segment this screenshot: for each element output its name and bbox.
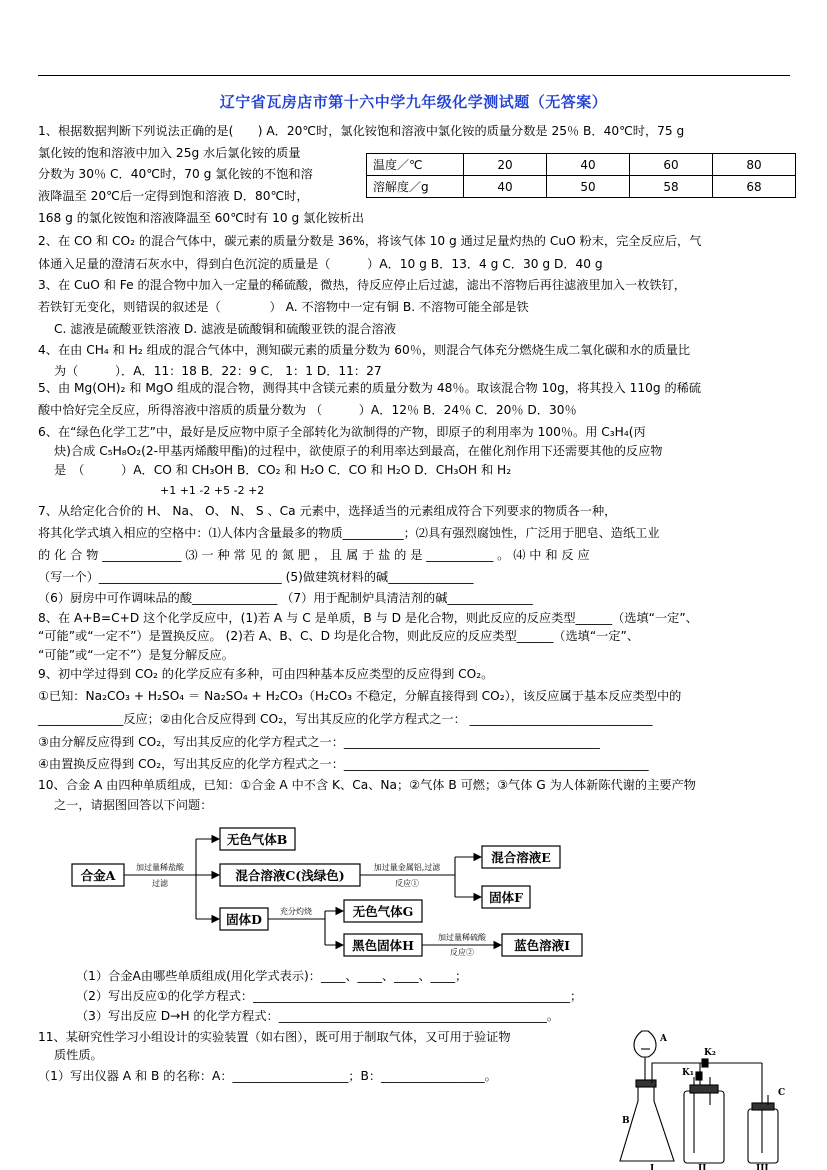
arrow3-top-label: 充分灼烧 bbox=[280, 907, 312, 916]
q2-line1: 2、在 CO 和 CO₂ 的混合气体中，碳元素的质量分数是 36%，将该气体 10 g 通过足量灼热的 CuO 粉末，完全反应后，气 bbox=[38, 234, 702, 248]
q7-line3: 的 化 合 物 _____________ ⑶ 一 种 常 见 的 氮 肥 ， 且 属 于 盐 的 是 ___________ 。 ⑷ 中 和 反 应 bbox=[38, 548, 590, 562]
q10-line1: 10、合金 A 由四种单质组成，已知：①合金 A 中不含 K、Ca、Na；②气体 B 可燃；③气体 G 为人体新陈代谢的主要产物 bbox=[38, 778, 696, 792]
q7-line1: 7、从给定化合价的 H、 Na、 O、 N、 S 、Ca 元素中，选择适当的元素组成符合下列要求的物质各一种， bbox=[38, 504, 617, 518]
box-gas-g-label: 无色气体G bbox=[352, 904, 414, 919]
q10-line2: 之一，请据图回答以下问题： bbox=[54, 798, 213, 812]
apparatus-diagram bbox=[612, 1025, 792, 1170]
box-mix-e-label: 混合溶液E bbox=[491, 850, 551, 865]
q3-line3: C. 滤液是硫酸亚铁溶液 D. 滤液是硫酸铜和硫酸亚铁的混合溶液 bbox=[54, 322, 396, 336]
q10-sub1: （1）合金A由哪些单质组成(用化学式表示)：____、____、____、____； bbox=[76, 969, 468, 983]
clamp-k2 bbox=[702, 1059, 708, 1067]
table-cell: 温度／℃ bbox=[367, 154, 464, 176]
solubility-table bbox=[366, 153, 796, 198]
arrow1-top-label: 加过量稀盐酸 bbox=[136, 863, 184, 872]
arrow1-bot-label: 过滤 bbox=[152, 879, 168, 888]
bottle-iii-stopper bbox=[752, 1103, 774, 1110]
label-iii: III bbox=[756, 1164, 769, 1170]
q11-line2: 质性质。 bbox=[54, 1048, 103, 1062]
label-b: B bbox=[622, 1116, 630, 1126]
q1-line3: 分数为 30％ C．40℃时，70 g 氯化铵的不饱和溶 bbox=[38, 167, 313, 181]
q9-line4: ③由分解反应得到 CO₂，写出其反应的化学方程式之一：__________________________________________ bbox=[38, 735, 600, 749]
table-cell: 58 bbox=[630, 176, 713, 198]
q8-line3: “可能”或“一定不”）是复分解反应。 bbox=[38, 648, 234, 662]
q1-line4: 液降温至 20℃后一定得到饱和溶液 D．80℃时， bbox=[38, 189, 309, 203]
q10-sub3: （3）写出反应 D→H 的化学方程式：____________________________________________。 bbox=[76, 1009, 560, 1023]
bottle-iii-shape bbox=[748, 1109, 778, 1163]
q5-line2: 酸中恰好完全反应，所得溶液中溶质的质量分数为 （ ）A．12％ B．24％ C．20％ D．30％ bbox=[38, 403, 577, 417]
q3-line1: 3、在 CuO 和 Fe 的混合物中加入一定量的稀硫酸，微热，待反应停止后过滤，滤出不溶物后再往滤液里加入一枚铁钉， bbox=[38, 278, 686, 292]
box-alloy-a-label: 合金A bbox=[80, 868, 116, 883]
q4-line2: 为（ ）．A．11：18 B．22：9 C． 1：1 D．11：27 bbox=[54, 364, 382, 378]
table-cell: 50 bbox=[547, 176, 630, 198]
q5-line1: 5、由 Mg(OH)₂ 和 MgO 组成的混合物，测得其中含镁元素的质量分数为 48％。取该混合物 10g，将其投入 110g 的稀硫 bbox=[38, 381, 702, 395]
box-mix-c-label: 混合溶液C(浅绿色) bbox=[235, 868, 345, 883]
flow-diagram bbox=[70, 822, 590, 962]
funnel-a-shape bbox=[634, 1031, 656, 1057]
box-solid-f-label: 固体F bbox=[489, 890, 523, 905]
box-black-h-label: 黑色固体H bbox=[352, 938, 414, 953]
flask-b-stopper bbox=[636, 1080, 656, 1087]
arrow4-bot-label: 反应② bbox=[450, 948, 474, 957]
box-blue-i-label: 蓝色溶液I bbox=[514, 938, 570, 953]
table-cell: 68 bbox=[713, 176, 796, 198]
table-row bbox=[367, 176, 796, 198]
page-title: 辽宁省瓦房店市第十六中学九年级化学测试题（无答案） bbox=[219, 93, 608, 111]
q8-line1: 8、在 A+B=C+D 这个化学反应中，(1)若 A 与 C 是单质，B 与 D 是化合物，则此反应的反应类型______（选填“一定”、 bbox=[38, 611, 698, 625]
q10-sub2: （2）写出反应①的化学方程式：____________________________________________________； bbox=[76, 989, 583, 1003]
table-cell: 40 bbox=[547, 154, 630, 176]
q7-line5: （6）厨房中可作调味品的酸______________ （7）用于配制炉具清洁剂的碱______________ bbox=[38, 591, 533, 605]
table-cell: 80 bbox=[713, 154, 796, 176]
q9-line1: 9、初中学过得到 CO₂ 的化学反应有多种，可由四种基本反应类型的反应得到 CO₂。 bbox=[38, 667, 494, 681]
q8-line2: “可能”或“一定不”）是置换反应。 (2)若 A、B、C、D 均是化合物，则此反应的反应类型______（选填“一定”、 bbox=[38, 629, 640, 643]
q9-line3: ______________反应；②由化合反应得到 CO₂，写出其反应的化学方程式之一： ______________________________ bbox=[38, 712, 653, 726]
q3-line2: 若铁钉无变化，则错误的叙述是（ ） A. 不溶物中一定有铜 B. 不溶物可能全部是铁 bbox=[38, 300, 529, 314]
q6-line1: 6、在“绿色化学工艺”中，最好是反应物中原子全部转化为欲制得的产物，即原子的利用率为 100％。用 C₃H₄(丙 bbox=[38, 425, 646, 439]
q1-line1: 1、根据数据判断下列说法正确的是( ) A．20℃时，氯化铵饱和溶液中氯化铵的质量分数是 25％ B．40℃时，75 g bbox=[38, 124, 685, 138]
q9-line5: ④由置换反应得到 CO₂，写出其反应的化学方程式之一：__________________________________________________ bbox=[38, 757, 649, 771]
q11-line3: （1）写出仪器 A 和 B 的名称：A：___________________；B：_________________。 bbox=[38, 1069, 497, 1083]
q1-line5: 168 g 的氯化铵饱和溶液降温至 60℃时有 10 g 氯化铵析出 bbox=[38, 211, 365, 225]
q7-valences: +1 +1 -2 +5 -2 +2 bbox=[160, 484, 265, 497]
label-k2: K₂ bbox=[704, 1048, 716, 1058]
q7-line2: 将其化学式填入相应的空格中：⑴人体内含量最多的物质__________；⑵具有强烈腐蚀性，广泛用于肥皂、造纸工业 bbox=[38, 526, 660, 540]
label-k1: K₁ bbox=[682, 1068, 694, 1078]
table-cell: 40 bbox=[464, 176, 547, 198]
box-gas-b-label: 无色气体B bbox=[226, 832, 288, 847]
box-solid-d-label: 固体D bbox=[226, 912, 262, 927]
table-cell: 溶解度／g bbox=[367, 176, 464, 198]
arrow2-top-label: 加过量金属铝,过滤 bbox=[373, 863, 441, 872]
arrow2-bot-label: 反应① bbox=[395, 879, 419, 888]
clamp-k1 bbox=[696, 1072, 702, 1080]
label-ii: II bbox=[698, 1164, 707, 1170]
q4-line1: 4、在由 CH₄ 和 H₂ 组成的混合气体中，测知碳元素的质量分数为 60％，则混合气体充分燃烧生成二氧化碳和水的质量比 bbox=[38, 343, 691, 357]
q2-line2: 体通入足量的澄清石灰水中，得到白色沉淀的质量是（ ）A．10 g B．13．4 g C．30 g D．40 g bbox=[38, 257, 603, 271]
bottle-ii-stopper bbox=[690, 1085, 718, 1093]
label-a: A bbox=[660, 1034, 667, 1044]
q9-line2: ①已知：Na₂CO₃ + H₂SO₄ ＝ Na₂SO₄ + H₂CO₃（H₂CO₃ 不稳定，分解直接得到 CO₂），该反应属于基本反应类型中的 bbox=[38, 689, 682, 703]
q11-line1: 11、某研究性学习小组设计的实验装置（如右图），既可用于制取气体，又可用于验证物 bbox=[38, 1030, 511, 1044]
table-cell: 20 bbox=[464, 154, 547, 176]
header-rule bbox=[38, 75, 790, 76]
table-cell: 60 bbox=[630, 154, 713, 176]
label-c: C bbox=[778, 1088, 786, 1098]
bottle-ii-shape bbox=[684, 1091, 724, 1163]
q1-line2: 氯化铵的饱和溶液中加入 25g 水后氯化铵的质量 bbox=[38, 146, 301, 160]
arrow4-top-label: 加过量稀硫酸 bbox=[438, 933, 486, 942]
q6-line2: 炔)合成 C₅H₈O₂(2-甲基丙烯酸甲酯)的过程中，欲使原子的利用率达到最高，在催化剂作用下还需要其他的反应物 bbox=[54, 444, 663, 458]
table-row bbox=[367, 154, 796, 176]
q6-line3: 是 （ ）A．CO 和 CH₃OH B．CO₂ 和 H₂O C．CO 和 H₂O D．CH₃OH 和 H₂ bbox=[54, 463, 512, 477]
q7-line4: （写一个）______________________________ (5)做建筑材料的碱______________ bbox=[38, 570, 474, 584]
label-i: I bbox=[650, 1164, 655, 1170]
